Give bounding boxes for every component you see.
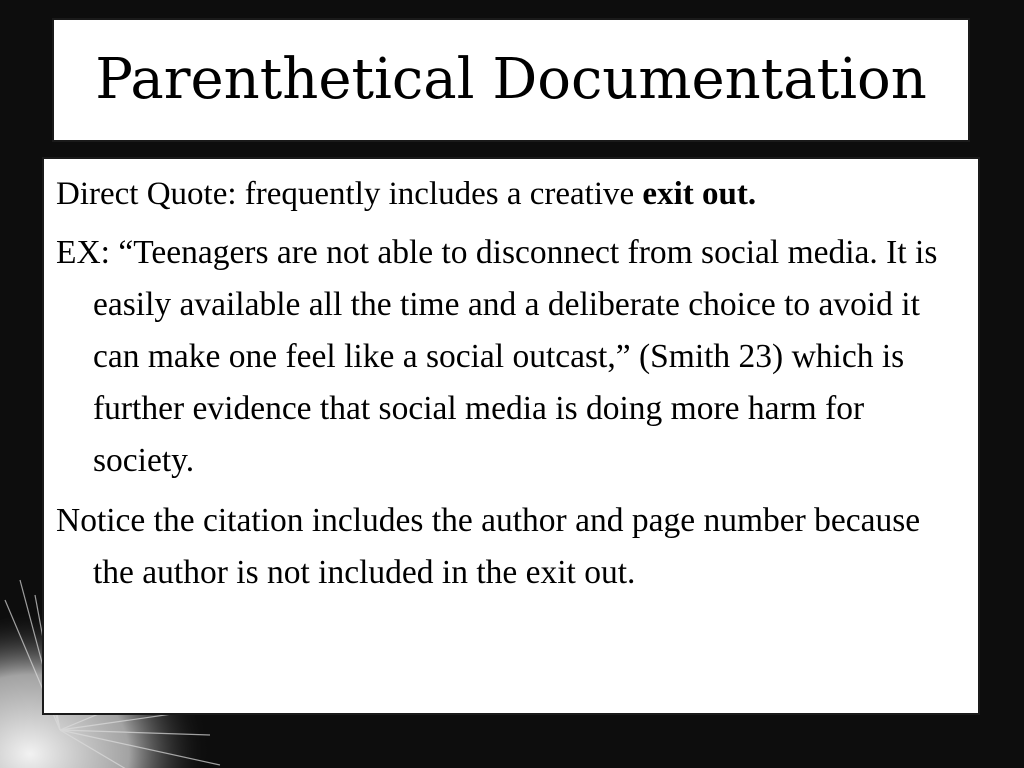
paragraph-example: EX: “Teenagers are not able to disconnect from social media. It is easily available all the time and a deliberate choice to avoid it can make one feel like a social outcast,” (Smith 23) which is further evidence that social media is doing more harm for society.	[56, 234, 938, 479]
exit-out-emphasis: exit out.	[642, 176, 757, 212]
slide-title: Parenthetical Documentation	[95, 47, 927, 112]
paragraph-notice: Notice the citation includes the author and page number because the author is not included in the exit out.	[56, 502, 921, 591]
paragraph-direct-quote	[56, 169, 968, 219]
direct-quote-text: Direct Quote: frequently includes a creative	[56, 176, 643, 212]
title-box	[52, 18, 970, 142]
content-box	[42, 157, 980, 715]
